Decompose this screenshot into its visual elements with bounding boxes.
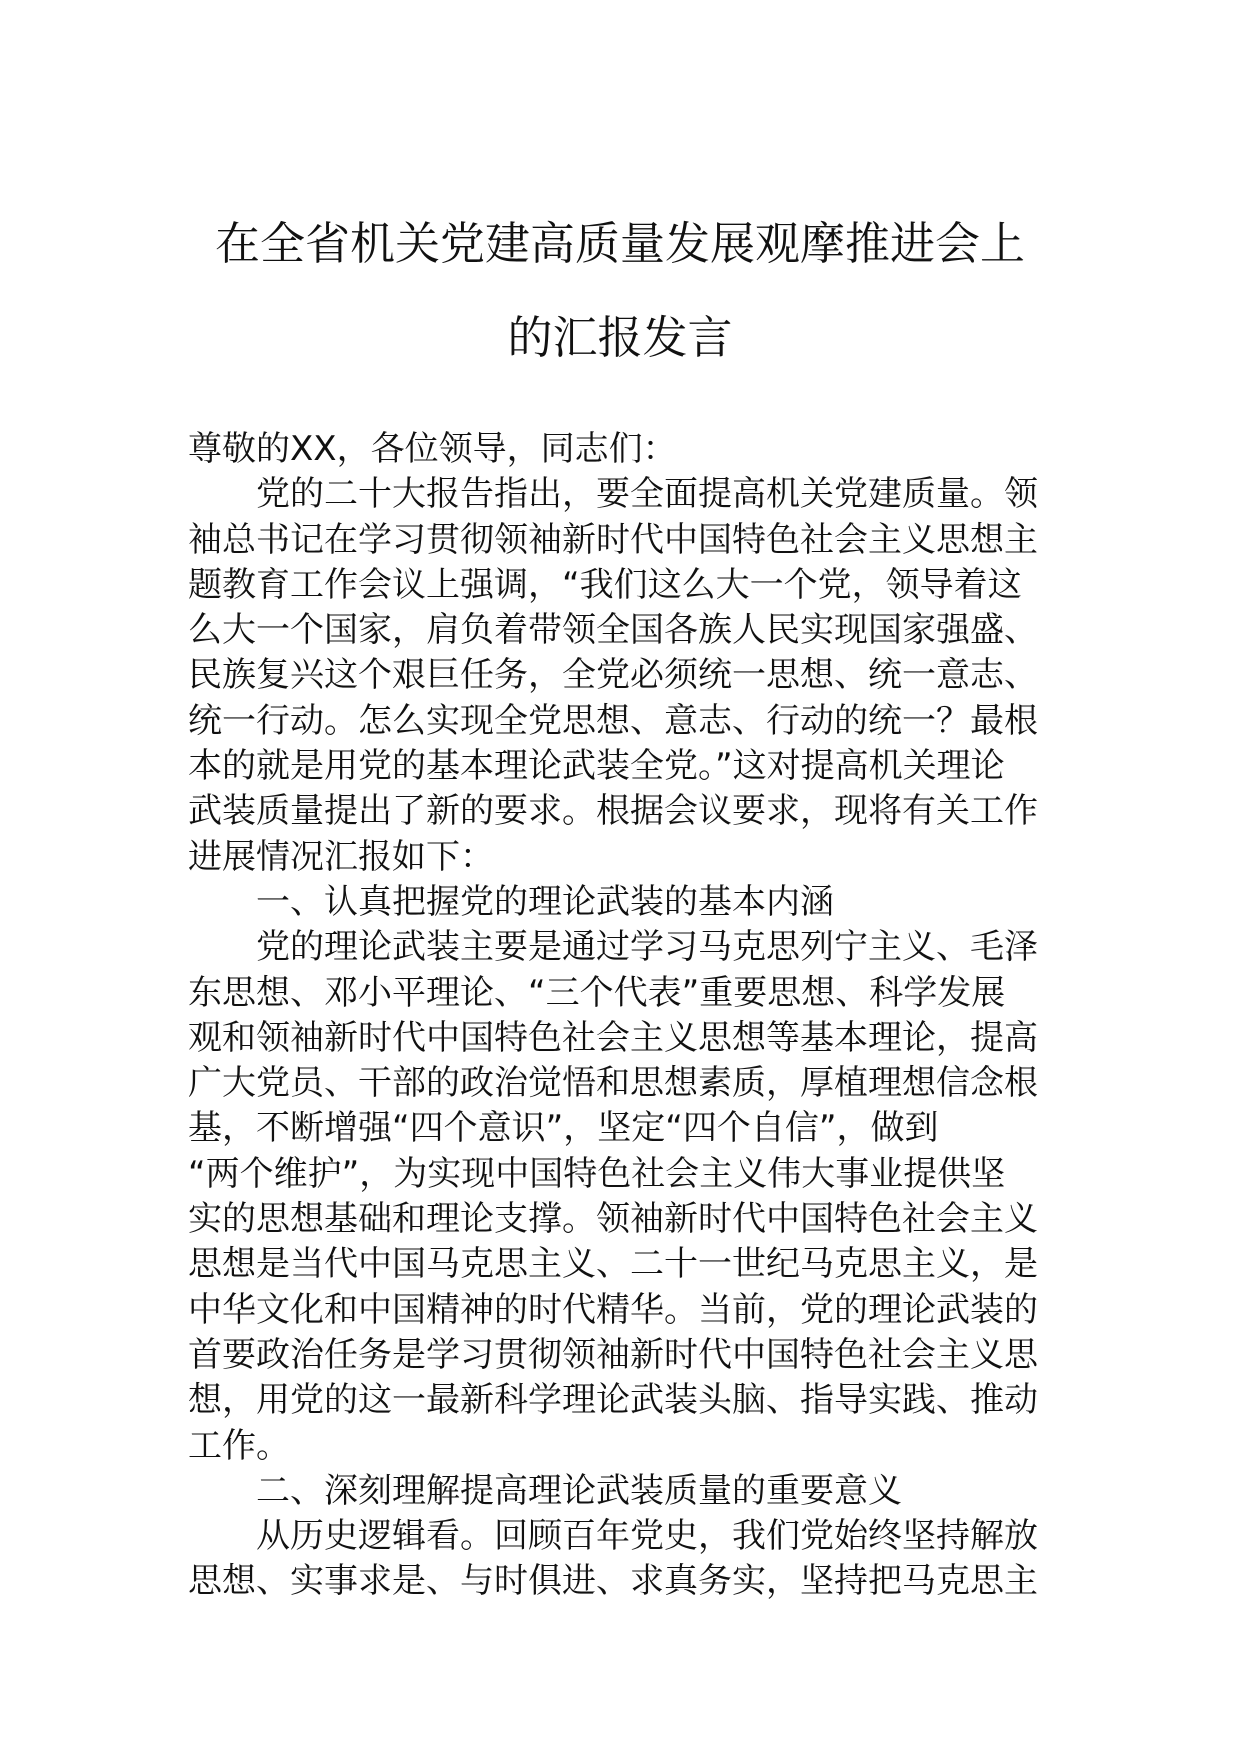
paragraph-line: 党的理论武装主要是通过学习马克思列宁主义、毛泽 [256,927,1038,968]
section-heading-2: 二、深刻理解提高理论武装质量的重要意义 [256,1470,902,1511]
paragraph-line: 武装质量提出了新的要求。根据会议要求，现将有关工作 [188,791,1038,832]
paragraph-line: 民族复兴这个艰巨任务，全党必须统一思想、统一意志、 [188,655,1038,696]
paragraph-line: 基，不断增强“四个意识”，坚定“四个自信”，做到 [188,1108,939,1149]
paragraph-line: 观和领袖新时代中国特色社会主义思想等基本理论，提高 [188,1017,1038,1058]
paragraph-line: 中华文化和中国精神的时代精华。当前，党的理论武装的 [188,1289,1038,1330]
paragraph-line: 思想是当代中国马克思主义、二十一世纪马克思主义，是 [188,1244,1038,1285]
paragraph-line: “两个维护”，为实现中国特色社会主义伟大事业提供坚 [188,1153,1006,1194]
paragraph-line: 从历史逻辑看。回顾百年党史，我们党始终坚持解放 [256,1516,1038,1557]
paragraph-line: 袖总书记在学习贯彻领袖新时代中国特色社会主义思想主 [188,519,1038,560]
salutation: 尊敬的XX，各位领导，同志们： [188,429,677,469]
paragraph-line: 统一行动。怎么实现全党思想、意志、行动的统一？最根 [188,700,1038,741]
paragraph-line: 东思想、邓小平理论、“三个代表”重要思想、科学发展 [188,972,1006,1013]
paragraph-line: 进展情况汇报如下： [188,836,494,877]
paragraph-line: 实的思想基础和理论支撑。领袖新时代中国特色社会主义 [188,1199,1038,1240]
paragraph-line: 广大党员、干部的政治觉悟和思想素质，厚植理想信念根 [188,1063,1038,1104]
paragraph-line: 首要政治任务是学习贯彻领袖新时代中国特色社会主义思 [188,1334,1038,1375]
document-title-line-1: 在全省机关党建高质量发展观摩推进会上 [214,217,1025,270]
paragraph-line: 工作。 [188,1425,290,1466]
paragraph-line: 党的二十大报告指出，要全面提高机关党建质量。领 [256,474,1038,515]
paragraph-line: 思想、实事求是、与时俱进、求真务实，坚持把马克思主 [188,1561,1038,1602]
paragraph-line: 么大一个国家，肩负着带领全国各族人民实现国家强盛、 [188,610,1038,651]
paragraph-line: 本的就是用党的基本理论武装全党。”这对提高机关理论 [188,746,1005,787]
document-body [188,427,1058,1605]
paragraph-line: 想，用党的这一最新科学理论武装头脑、指导实践、推动 [188,1380,1038,1421]
section-heading-1: 一、认真把握党的理论武装的基本内涵 [256,881,834,922]
paragraph-line: 题教育工作会议上强调，“我们这么大一个党，领导着这 [188,564,1022,605]
document-title-line-2: 的汇报发言 [507,311,733,364]
